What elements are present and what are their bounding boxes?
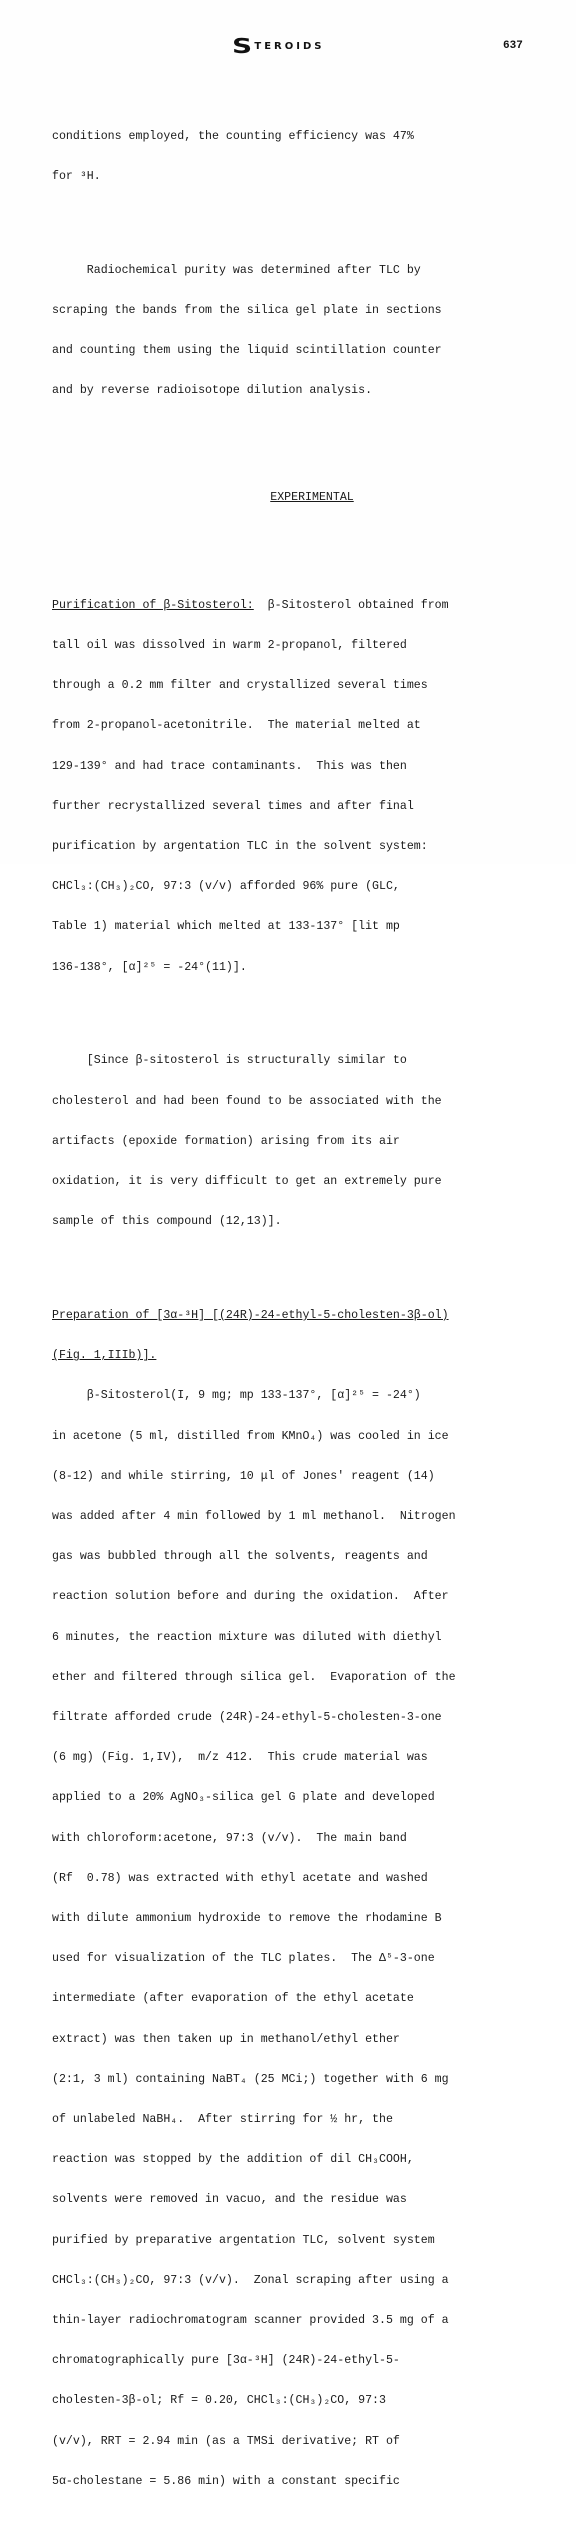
text-line: and by reverse radioisotope dilution analysis. [52, 384, 373, 398]
paragraph-sitosterol-note [52, 1028, 572, 1256]
text-line: extract) was then taken up in methanol/ethyl ether [52, 2032, 400, 2046]
text-line: applied to a 20% AgNO₃-silica gel G plate and developed [52, 1791, 435, 1805]
text-line: sample of this compound (12,13)]. [52, 1215, 282, 1229]
text-line: reaction was stopped by the addition of dil CH₃COOH, [52, 2153, 414, 2167]
text-line: purification by argentation TLC in the solvent system: [52, 839, 428, 853]
text-line: with chloroform:acetone, 97:3 (v/v). The main band [52, 1831, 407, 1845]
text-line: (Rf 0.78) was extracted with ethyl acetate and washed [52, 1871, 428, 1885]
text-line: Purification of β-Sitosterol: β-Sitosterol obtained from [52, 598, 449, 612]
subsection-heading: Purification of β-Sitosterol: [52, 598, 254, 612]
text-line: ether and filtered through silica gel. Evaporation of the [52, 1670, 456, 1684]
text-line: 136-138°, [α]²⁵ = -24°(11)]. [52, 960, 247, 974]
text-line: solvents were removed in vacuo, and the residue was [52, 2193, 407, 2207]
journal-logo-initial: S [232, 34, 253, 58]
text-line: 6 minutes, the reaction mixture was diluted with diethyl [52, 1630, 442, 1644]
text-line: with dilute ammonium hydroxide to remove the rhodamine B [52, 1912, 442, 1926]
text-line: (v/v), RRT = 2.94 min (as a TMSi derivative; RT of [52, 2434, 400, 2448]
text-line: purified by preparative argentation TLC, solvent system [52, 2233, 435, 2247]
text-line: from 2-propanol-acetonitrile. The material melted at [52, 719, 421, 733]
text-line: thin-layer radiochromatogram scanner provided 3.5 mg of a [52, 2314, 449, 2328]
text-line: cholesten-3β-ol; Rf = 0.20, CHCl₃:(CH₃)₂CO, 97:3 [52, 2394, 386, 2408]
paragraph-radiochemical-purity [52, 237, 572, 425]
text-line: reaction solution before and during the oxidation. After [52, 1590, 449, 1604]
text-line: gas was bubbled through all the solvents, reagents and [52, 1550, 428, 1564]
paragraph-purification [52, 572, 572, 1001]
text-line: 5α-cholestane = 5.86 min) with a constant specific [52, 2474, 400, 2488]
text-line: tall oil was dissolved in warm 2-propanol, filtered [52, 638, 407, 652]
text-line: filtrate afforded crude (24R)-24-ethyl-5-cholesten-3-one [52, 1711, 442, 1725]
text-line: Radiochemical purity was determined after TLC by [52, 263, 421, 277]
text-line: through a 0.2 mm filter and crystallized several times [52, 679, 428, 693]
text-line: was added after 4 min followed by 1 ml methanol. Nitrogen [52, 1510, 456, 1524]
paragraph-preparation [52, 1282, 572, 2515]
text-line: Table 1) material which melted at 133-137° [lit mp [52, 920, 400, 934]
text-line: further recrystallized several times and after final [52, 799, 414, 813]
article-body [52, 76, 572, 2542]
text-line: artifacts (epoxide formation) arising from its air [52, 1134, 400, 1148]
text-line: for ³H. [52, 169, 101, 183]
text-line: intermediate (after evaporation of the ethyl acetate [52, 1992, 414, 2006]
journal-logo-text: TEROIDS [254, 40, 325, 52]
text-line: used for visualization of the TLC plates. The Δ⁵-3-one [52, 1952, 435, 1966]
text-line: (8-12) and while stirring, 10 μl of Jones' reagent (14) [52, 1469, 435, 1483]
text-line: conditions employed, the counting efficiency was 47% [52, 129, 414, 143]
subsection-heading-line: (Fig. 1,IIIb)]. [52, 1349, 157, 1363]
paragraph-counting-efficiency [52, 103, 572, 210]
text-line: CHCl₃:(CH₃)₂CO, 97:3 (v/v) afforded 96% pure (GLC, [52, 880, 400, 894]
journal-logo [232, 34, 325, 58]
text-line: β-Sitosterol(I, 9 mg; mp 133-137°, [α]²⁵ = -24°) [52, 1389, 421, 1403]
section-heading: EXPERIMENTAL [270, 491, 354, 505]
text-line: (2:1, 3 ml) containing NaBT₄ (25 MCi;) together with 6 mg [52, 2072, 449, 2086]
subsection-heading-line: Preparation of [3α-³H] [(24R)-24-ethyl-5-cholesten-3β-ol) [52, 1309, 449, 1322]
text-line: and counting them using the liquid scintillation counter [52, 344, 442, 358]
page-number: 637 [503, 40, 523, 52]
text-line: in acetone (5 ml, distilled from KMnO₄) was cooled in ice [52, 1429, 449, 1443]
text-line: [Since β-sitosterol is structurally similar to [52, 1054, 407, 1068]
text-line: cholesterol and had been found to be associated with the [52, 1094, 442, 1108]
text-line: oxidation, it is very difficult to get an extremely pure [52, 1174, 442, 1188]
text-line: CHCl₃:(CH₃)₂CO, 97:3 (v/v). Zonal scraping after using a [52, 2273, 449, 2287]
text-line: 129-139° and had trace contaminants. This was then [52, 759, 407, 773]
text-line: scraping the bands from the silica gel plate in sections [52, 303, 442, 317]
text-line: (6 mg) (Fig. 1,IV), m/z 412. This crude material was [52, 1751, 428, 1765]
text-line: of unlabeled NaBH₄. After stirring for ½ hr, the [52, 2113, 393, 2127]
text-line: chromatographically pure [3α-³H] (24R)-24-ethyl-5- [52, 2354, 400, 2368]
